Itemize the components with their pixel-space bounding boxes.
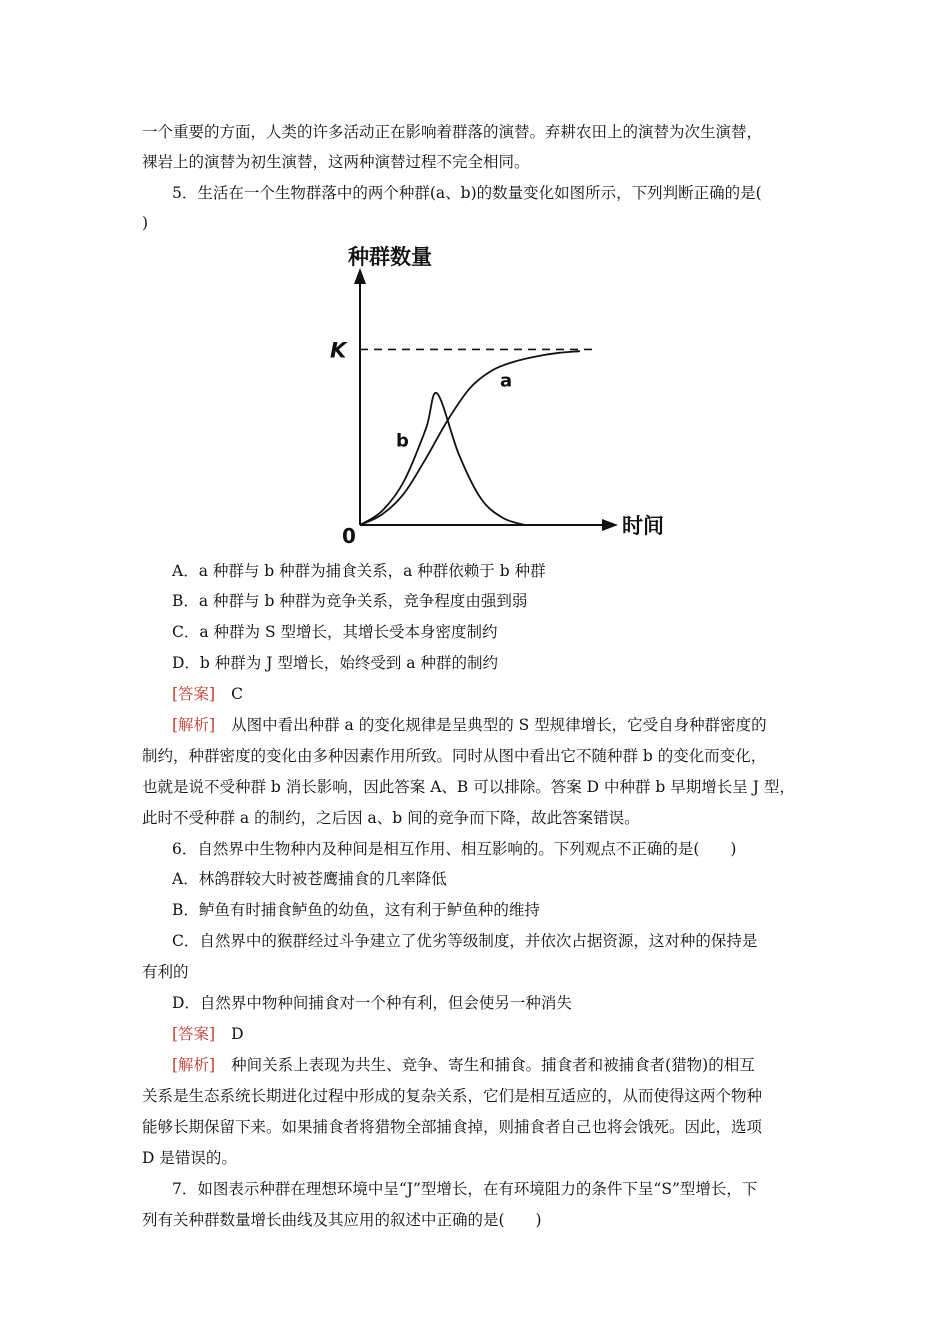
chart-labels xyxy=(330,245,664,548)
analysis-line: 关系是生态系统长期进化过程中形成的复杂关系，它们是相互适应的，从而使得这两个物种 xyxy=(142,1087,763,1105)
x-axis-arrow xyxy=(602,519,618,531)
series-b-line xyxy=(360,393,525,525)
option-d: D．b 种群为 J 型增长，始终受到 a 种群的制约 xyxy=(172,654,498,672)
option-b: B．鲈鱼有时捕食鲈鱼的幼鱼，这有利于鲈鱼种的维持 xyxy=(172,901,540,919)
population-chart xyxy=(322,240,667,550)
question-5-stem-end: ) xyxy=(142,214,149,232)
y-axis-label: 种群数量 xyxy=(348,245,432,269)
chart-series xyxy=(360,351,580,525)
option-a: A．林鸽群较大时被苍鹰捕食的几率降低 xyxy=(172,870,447,888)
paragraph-line: 裸岩上的演替为初生演替，这两种演替过程不完全相同。 xyxy=(142,153,530,171)
analysis-line: 也就是说不受种群 b 消长影响，因此答案 A、B 可以排除。答案 D 中种群 b 早期增长呈 J 型， xyxy=(142,778,795,796)
series-a-label: a xyxy=(500,370,513,392)
analysis-line: 此时不受种群 a 的制约，之后因 a、b 间的竞争而下降，故此答案错误。 xyxy=(142,809,640,827)
analysis-line: 制约，种群密度的变化由多种因素作用所致。同时从图中看出它不随种群 b 的变化而变化， xyxy=(142,747,767,765)
question-5-stem: 5．生活在一个生物群落中的两个种群(a、b)的数量变化如图所示，下列判断正确的是( xyxy=(172,184,762,202)
analysis-text: 种间关系上表现为共生、竞争、寄生和捕食。捕食者和被捕食者(猎物)的相互 xyxy=(231,1056,755,1074)
x-axis-label: 时间 xyxy=(622,514,664,538)
origin-label: 0 xyxy=(342,524,356,548)
analysis-tag: [解析] xyxy=(172,1056,216,1074)
question-6-stem: 6．自然界中生物种内及种间是相互作用、相互影响的。下列观点不正确的是( ) xyxy=(172,840,737,858)
answer-value: D xyxy=(231,1025,244,1043)
answer-tag: [答案] xyxy=(172,1025,216,1043)
analysis-text: 从图中看出种群 a 的变化规律是呈典型的 S 型规律增长，它受自身种群密度的 xyxy=(231,716,767,734)
option-c: C．自然界中的猴群经过斗争建立了优劣等级制度，并依次占据资源，这对种的保持是 xyxy=(172,932,758,950)
option-b: B．a 种群与 b 种群为竞争关系，竞争程度由强到弱 xyxy=(172,592,528,610)
answer-tag: [答案] xyxy=(172,685,216,703)
analysis-line: D 是错误的。 xyxy=(142,1149,237,1167)
chart-axes xyxy=(354,268,618,531)
answer-line xyxy=(172,684,243,704)
k-label: K xyxy=(330,338,347,363)
analysis-line xyxy=(172,1055,755,1075)
analysis-tag: [解析] xyxy=(172,716,216,734)
option-c-continued: 有利的 xyxy=(142,963,189,981)
option-d: D．自然界中物种间捕食对一个种有利，但会使另一种消失 xyxy=(172,994,572,1012)
answer-value: C xyxy=(231,685,243,703)
answer-line xyxy=(172,1024,244,1044)
question-7-stem: 7．如图表示种群在理想环境中呈“J”型增长，在有环境阻力的条件下呈“S”型增长，下 xyxy=(172,1180,758,1198)
series-b-label: b xyxy=(396,430,409,452)
option-a: A．a 种群与 b 种群为捕食关系，a 种群依赖于 b 种群 xyxy=(172,562,546,580)
paragraph-line: 一个重要的方面，人类的许多活动正在影响着群落的演替。弃耕农田上的演替为次生演替， xyxy=(142,123,763,141)
analysis-line xyxy=(172,715,767,735)
option-c: C．a 种群为 S 型增长，其增长受本身密度制约 xyxy=(172,623,498,641)
y-axis-arrow xyxy=(354,268,366,284)
question-7-stem-end: 列有关种群数量增长曲线及其应用的叙述中正确的是( ) xyxy=(142,1211,542,1229)
analysis-line: 能够长期保留下来。如果捕食者将猎物全部捕食掉，则捕食者自己也将会饿死。因此，选项 xyxy=(142,1118,763,1136)
